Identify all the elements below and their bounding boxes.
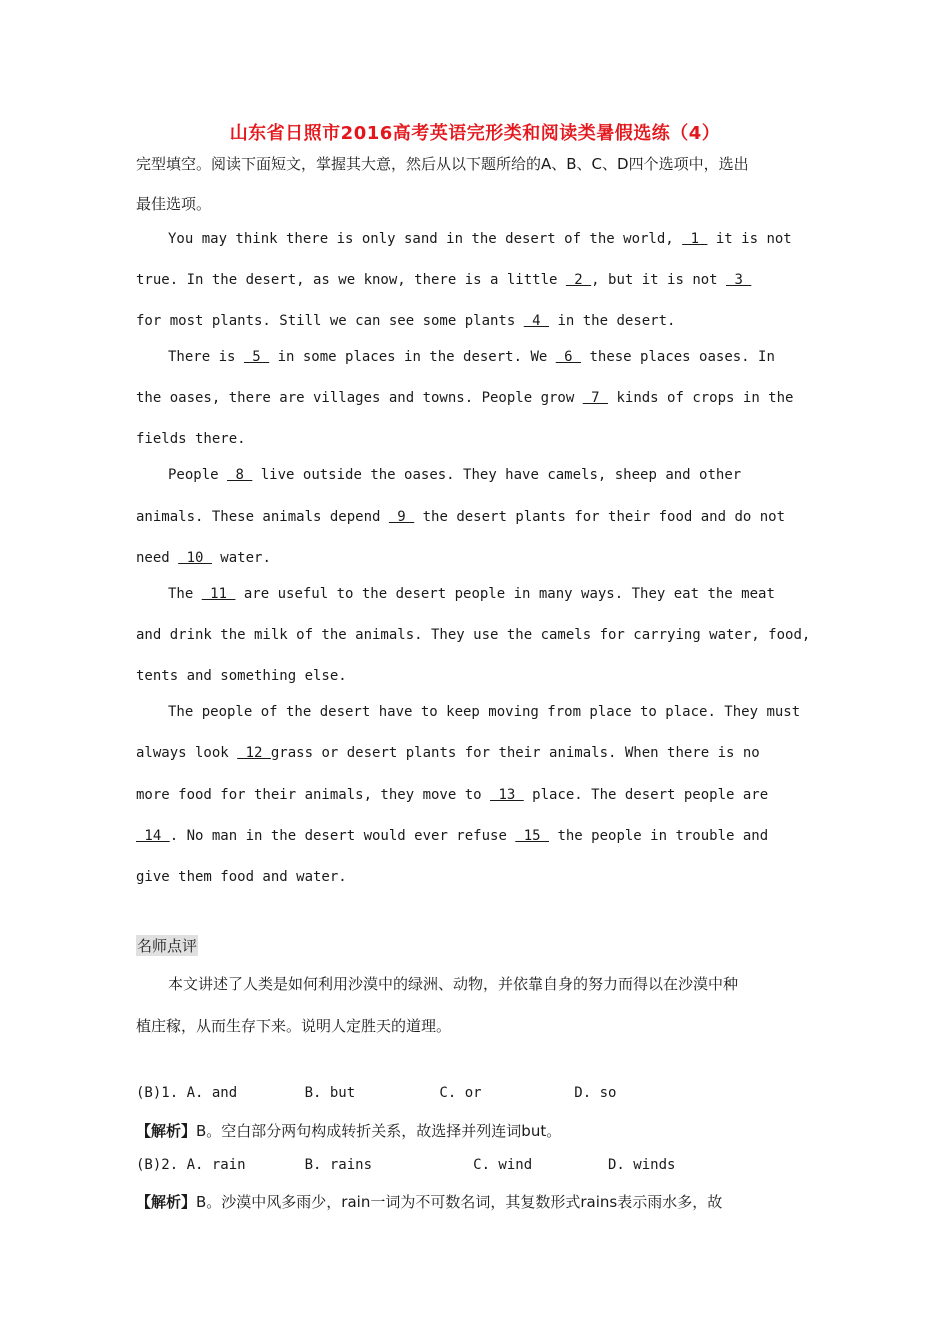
passage-line: The 11 are useful to the desert people in many ways. They eat the meat	[168, 586, 775, 602]
passage-line: tents and something else.	[136, 668, 347, 684]
blank-11: 11	[201, 586, 236, 602]
blank-15: 15	[515, 828, 550, 844]
question-2-options: (B)2. A. rain B. rains C. wind D. winds	[136, 1157, 676, 1173]
passage-line: You may think there is only sand in the desert of the world, 1 it is not	[168, 231, 792, 247]
blank-12: 12	[237, 745, 271, 761]
passage-line: There is 5 in some places in the desert. We 6 these places oases. In	[168, 349, 775, 365]
passage-line: true. In the desert, as we know, there is a little 2 , but it is not 3	[136, 272, 752, 288]
passage-line: fields there.	[136, 431, 246, 447]
passage-line: People 8 live outside the oases. They have camels, sheep and other	[168, 467, 742, 483]
instruction-line-1: 完型填空。阅读下面短文，掌握其大意，然后从以下题所给的A、B、C、D四个选项中，选出	[136, 155, 749, 173]
blank-7: 7	[582, 390, 609, 406]
passage-line: need 10 water.	[136, 550, 271, 566]
review-line-2: 植庄稼，从而生存下来。说明人定胜天的道理。	[136, 1017, 452, 1035]
passage-line: the oases, there are villages and towns. People grow 7 kinds of crops in the	[136, 390, 794, 406]
blank-3: 3	[726, 272, 752, 288]
page-title: 山东省日照市2016高考英语完形类和阅读类暑假选练（4）	[229, 123, 721, 144]
answer-1-explanation: 【解析】B。空白部分两句构成转折关系，故选择并列连词but。	[136, 1122, 562, 1140]
blank-1: 1	[682, 231, 708, 247]
blank-10: 10	[178, 550, 212, 566]
passage-line: for most plants. Still we can see some plants 4 in the desert.	[136, 313, 676, 329]
blank-8: 8	[227, 467, 253, 483]
question-1-options: (B)1. A. and B. but C. or D. so	[136, 1085, 617, 1101]
review-line-1: 本文讲述了人类是如何利用沙漠中的绿洲、动物，并依靠自身的努力而得以在沙漠中种	[168, 975, 739, 993]
passage-line: The people of the desert have to keep moving from place to place. They must	[168, 704, 801, 720]
answer-2-explanation: 【解析】B。沙漠中风多雨少，rain一词为不可数名词，其复数形式rains表示雨水多，故	[136, 1193, 723, 1211]
blank-4: 4	[523, 313, 550, 329]
blank-14: 14	[136, 828, 170, 844]
blank-6: 6	[555, 349, 582, 365]
passage-line: 14 . No man in the desert would ever refuse 15 the people in trouble and	[136, 828, 769, 844]
blank-9: 9	[388, 509, 415, 525]
passage-line: always look 12 grass or desert plants for their animals. When there is no	[136, 745, 760, 761]
passage-line: animals. These animals depend 9 the desert plants for their food and do not	[136, 509, 786, 525]
passage-line: give them food and water.	[136, 869, 347, 885]
review-heading: 名师点评	[137, 937, 198, 955]
instruction-line-2: 最佳选项。	[136, 195, 212, 213]
passage-line: more food for their animals, they move to 13 place. The desert people are	[136, 787, 769, 803]
passage-line: and drink the milk of the animals. They use the camels for carrying water, food,	[136, 627, 811, 643]
blank-13: 13	[490, 787, 524, 803]
blank-2: 2	[565, 272, 592, 288]
blank-5: 5	[243, 349, 270, 365]
